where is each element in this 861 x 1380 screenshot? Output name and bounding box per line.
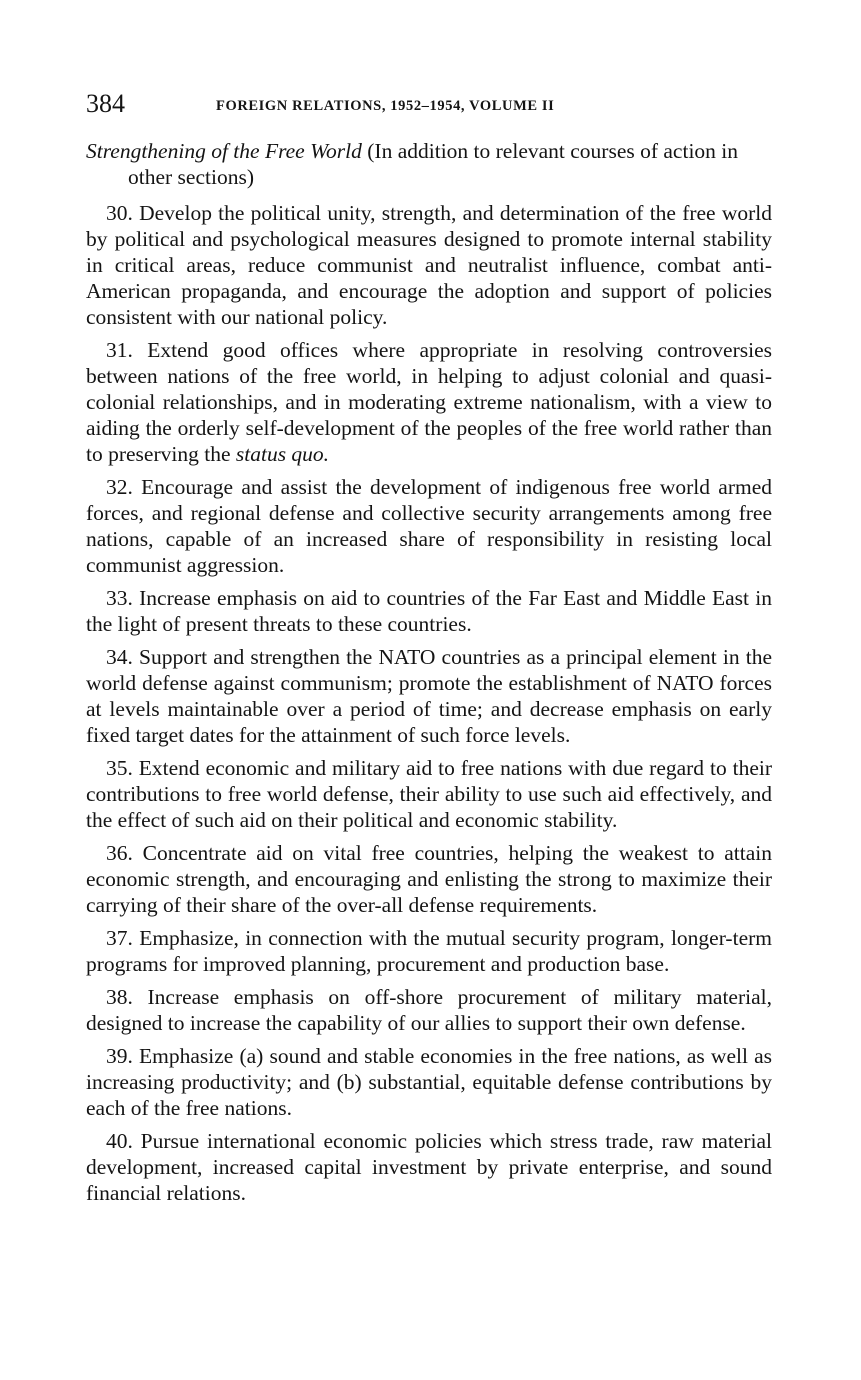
running-head-title: FOREIGN RELATIONS, 1952–1954, VOLUME II xyxy=(216,98,555,114)
paragraph-35: 35. Extend economic and military aid to free nations with due regard to their contributions to free world defense, their ability to use such aid effectively, and the effect of such aid on their political and economic stability. xyxy=(86,756,772,832)
paragraph-31 xyxy=(86,337,772,467)
section-heading-italic: Strengthening of the Free World xyxy=(86,139,362,163)
paragraph-32: 32. Encourage and assist the development of indigenous free world armed forces, and regional defense and collective security arrangements among free nations, capable of an increased share of responsibility in resisting local communist aggression. xyxy=(86,475,772,577)
paragraph-33: 33. Increase emphasis on aid to countries of the Far East and Middle East in the light of present threats to these countries. xyxy=(86,586,772,636)
paragraph-38: 38. Increase emphasis on off-shore procurement of military material, designed to increase the capability of our allies to support their own defense. xyxy=(86,985,772,1035)
paragraph-30: 30. Develop the political unity, strength, and determination of the free world by political and psychological measures designed to promote internal stability in critical areas, reduce communist and neutralist influence, combat anti-American propaganda, and encourage the adoption and support of policies consistent with our national policy. xyxy=(86,201,772,329)
paragraph-34: 34. Support and strengthen the NATO countries as a principal element in the world defense against communism; promote the establishment of NATO forces at levels maintainable over a period of time; and decrease emphasis on early fixed target dates for the attainment of such force levels. xyxy=(86,645,772,747)
paragraph-36: 36. Concentrate aid on vital free countries, helping the weakest to attain economic strength, and encouraging and enlisting the strong to maximize their carrying of their share of the over-all defense requirements. xyxy=(86,841,772,917)
section-heading xyxy=(86,138,772,190)
paragraph-40: 40. Pursue international economic policies which stress trade, raw material development, increased capital investment by private enterprise, and sound financial relations. xyxy=(86,1129,772,1205)
document-page xyxy=(86,88,772,1213)
page-number: 384 xyxy=(86,89,125,118)
running-head xyxy=(86,88,772,124)
paragraph-31-italic: status quo. xyxy=(235,442,330,466)
paragraph-39: 39. Emphasize (a) sound and stable economies in the free nations, as well as increasing productivity; and (b) substantial, equitable defense contributions by each of the free nations. xyxy=(86,1044,772,1120)
paragraph-31-text: 31. Extend good offices where appropriate in resolving controversies between nations of the free world, in helping to adjust colonial and quasi-colonial relationships, and in moderating extreme nationalism, with a view to aiding the orderly self-development of the peoples of the free world rather than to preserving the xyxy=(86,338,772,466)
section-heading-rest: (In addition to relevant courses of action in other sections) xyxy=(128,139,739,189)
paragraph-37: 37. Emphasize, in connection with the mutual security program, longer-term programs for improved planning, procurement and production base. xyxy=(86,926,772,976)
